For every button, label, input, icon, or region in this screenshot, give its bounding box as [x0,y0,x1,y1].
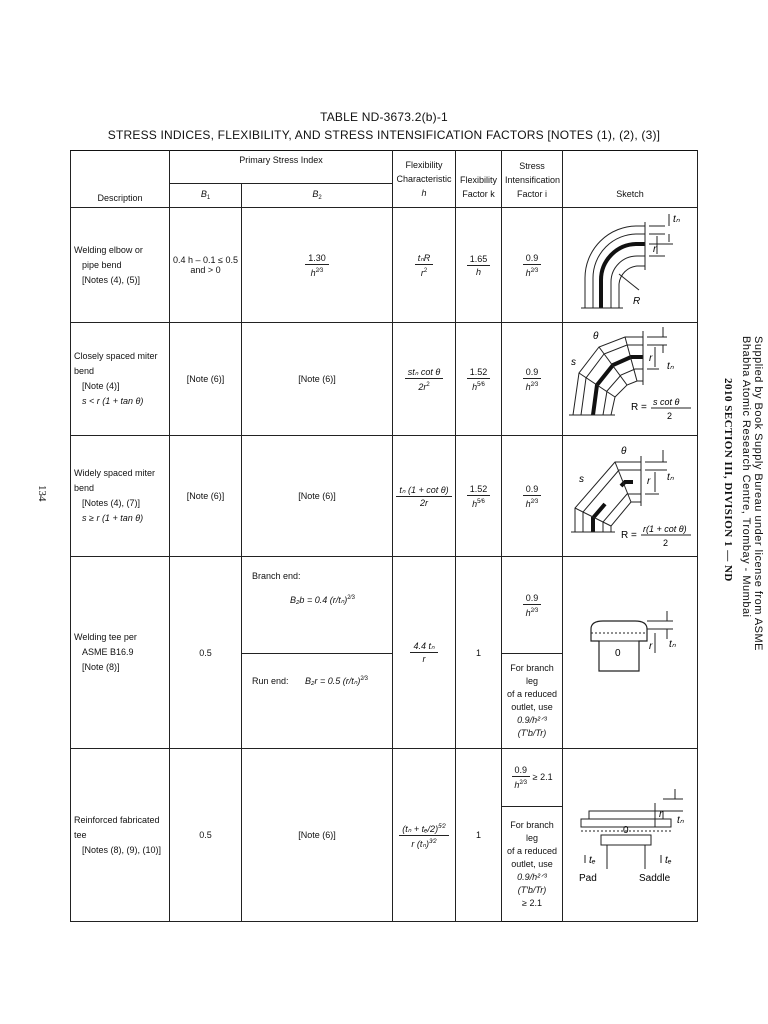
label-zero: 0 [615,647,621,659]
k-value: 1 [456,749,502,922]
row-description: Welding tee per ASME B16.9 [Note (8)] [71,557,170,749]
label-R-den: 2 [667,411,673,421]
b2-value: [Note (6)] [242,436,393,557]
sketch-welding-elbow [563,208,698,323]
b1-value: 0.5 [170,749,242,922]
k-value: $\frac{1.52}{h^{5⁄6}}$ [456,323,502,436]
col-description: Description [71,151,170,208]
i-note-reduced-outlet: For branch leg of a reduced outlet, use 0.9/h²ᐟ³ (T′b/Tr) ≥ 2.1 [502,807,563,922]
label-s: s [571,357,576,368]
label-tn: tₙ [667,361,674,372]
label-tn: tₙ [669,638,676,650]
label-R: R [633,296,641,307]
b2-branch-formula: B₂b = 0.4 $(r/t_n)^{2⁄3}$ [290,595,355,605]
reinforced-tee-sketch [563,759,696,909]
i-value: $\frac{0.9}{h^{2⁄3}}$ [502,323,563,436]
i-value: $\frac{0.9}{h^{2⁄3}}$ [502,557,563,654]
label-zero: 0 [623,825,629,836]
table-row [71,323,698,436]
label-r: r [653,244,657,255]
label-tn: tₙ [677,815,684,826]
b1-value: [Note (6)] [170,436,242,557]
b1-value: [Note (6)] [170,323,242,436]
label-s: s [579,474,584,485]
i-value: $\frac{0.9}{h^{2⁄3}}$ [502,436,563,557]
h-value: $\frac{(t_n + t_e/2)^{5⁄2}}{r (t_n)^{3⁄2}}$ [393,749,456,922]
b2-run-end: Run end: B₂r = 0.5 $(r/t_n)^{2⁄3}$ [242,654,393,749]
col-b2: $B_2$ [242,184,393,208]
sketch-widely-spaced-miter [563,436,698,557]
label-theta: θ [621,446,627,457]
label-r: r [649,640,653,652]
label-r: r [659,809,663,820]
label-te-pad: tₑ [589,855,596,866]
i-value: $\frac{0.9}{h^{2⁄3}}$ ≥ 2.1 [502,749,563,807]
row-description: Welding elbow or pipe bend [Notes (4), (5)] [71,208,170,323]
table-number: TABLE ND-3673.2(b)-1 [320,110,448,124]
col-b1: $B_1$ [170,184,242,208]
table-title: STRESS INDICES, FLEXIBILITY, AND STRESS INTENSIFICATION FACTORS [NOTES (1), (2), (3)] [107,128,661,142]
h-value: $\frac{\text{stₙ cot θ}}{2r^2}$ [393,323,456,436]
row-description: Closely spaced miter bend [Note (4)] s < r (1 + tan θ) [71,323,170,436]
label-R-num: r(1 + cot θ) [643,524,687,534]
label-R-num: s cot θ [653,397,680,407]
widely-spaced-miter-sketch [563,436,696,554]
col-flexibility-characteristic: Flexibility Characteristic h [393,151,456,208]
k-value: $\frac{1.52}{h^{5⁄6}}$ [456,436,502,557]
table-row [71,208,698,323]
closely-spaced-miter-sketch [563,323,696,433]
h-value: $\frac{\text{tₙ (1 + cot θ)}}{2r}$ [393,436,456,557]
sketch-closely-spaced-miter [563,323,698,436]
col-primary-stress-index: Primary Stress Index [170,151,393,184]
table-row [71,749,698,807]
h-value: $\frac{\text{tₙR}}{r^2}$ [393,208,456,323]
row-description: Reinforced fabricated tee [Notes (8), (9), (10)] [71,749,170,922]
col-sketch: Sketch [563,151,698,208]
license-notice: Supplied by Book Supply Bureau under license from ASME [752,336,764,651]
b1-value: 0.4 h – 0.1 ≤ 0.5 and > 0 [170,208,242,323]
sketch-welding-tee [563,557,698,749]
b2-value: [Note (6)] [242,749,393,922]
licensee-notice: Bhabha Atomic Research Centre, Trombay - Mumbai [740,336,752,618]
b2-value: [Note (6)] [242,323,393,436]
welding-tee-sketch [563,577,696,727]
table-row [71,557,698,654]
label-te-saddle: tₑ [665,855,672,866]
page-number: 134 [36,485,48,502]
h-value: $\frac{\text{4.4 tₙ}}{r}$ [393,557,456,749]
label-pad: Pad [579,873,597,884]
i-value: $\frac{0.9}{h^{2⁄3}}$ [502,208,563,323]
label-saddle: Saddle [639,873,671,884]
table-row [71,436,698,557]
b2-branch-end: Branch end: B₂b = 0.4 $(r/t_n)^{2⁄3}$ [242,557,393,654]
col-flexibility-factor: Flexibility Factor k [456,151,502,208]
label-R-den: 2 [663,538,669,548]
sketch-reinforced-tee [563,749,698,922]
row-description: Widely spaced miter bend [Notes (4), (7)] s ≥ r (1 + tan θ) [71,436,170,557]
label-tn: tₙ [673,214,680,225]
running-header: 2010 SECTION III, DIVISION 1 — ND [722,378,734,582]
k-value: $\frac{1.65}{h}$ [456,208,502,323]
b2-value: $\frac{1.30}{h^{2⁄3}}$ [242,208,393,323]
stress-indices-table [70,150,698,922]
label-R-eq: R = [631,402,647,413]
welding-elbow-sketch [563,208,696,320]
label-tn: tₙ [667,472,674,483]
col-sif: Stress Intensification Factor i [502,151,563,208]
label-r: r [649,353,653,364]
b1-value: 0.5 [170,557,242,749]
label-theta: θ [593,331,599,342]
label-r: r [647,476,651,487]
i-note-reduced-outlet: For branch leg of a reduced outlet, use 0.9/h²ᐟ³ (T′b/Tr) [502,654,563,749]
k-value: 1 [456,557,502,749]
label-R-eq: R = [621,530,637,541]
